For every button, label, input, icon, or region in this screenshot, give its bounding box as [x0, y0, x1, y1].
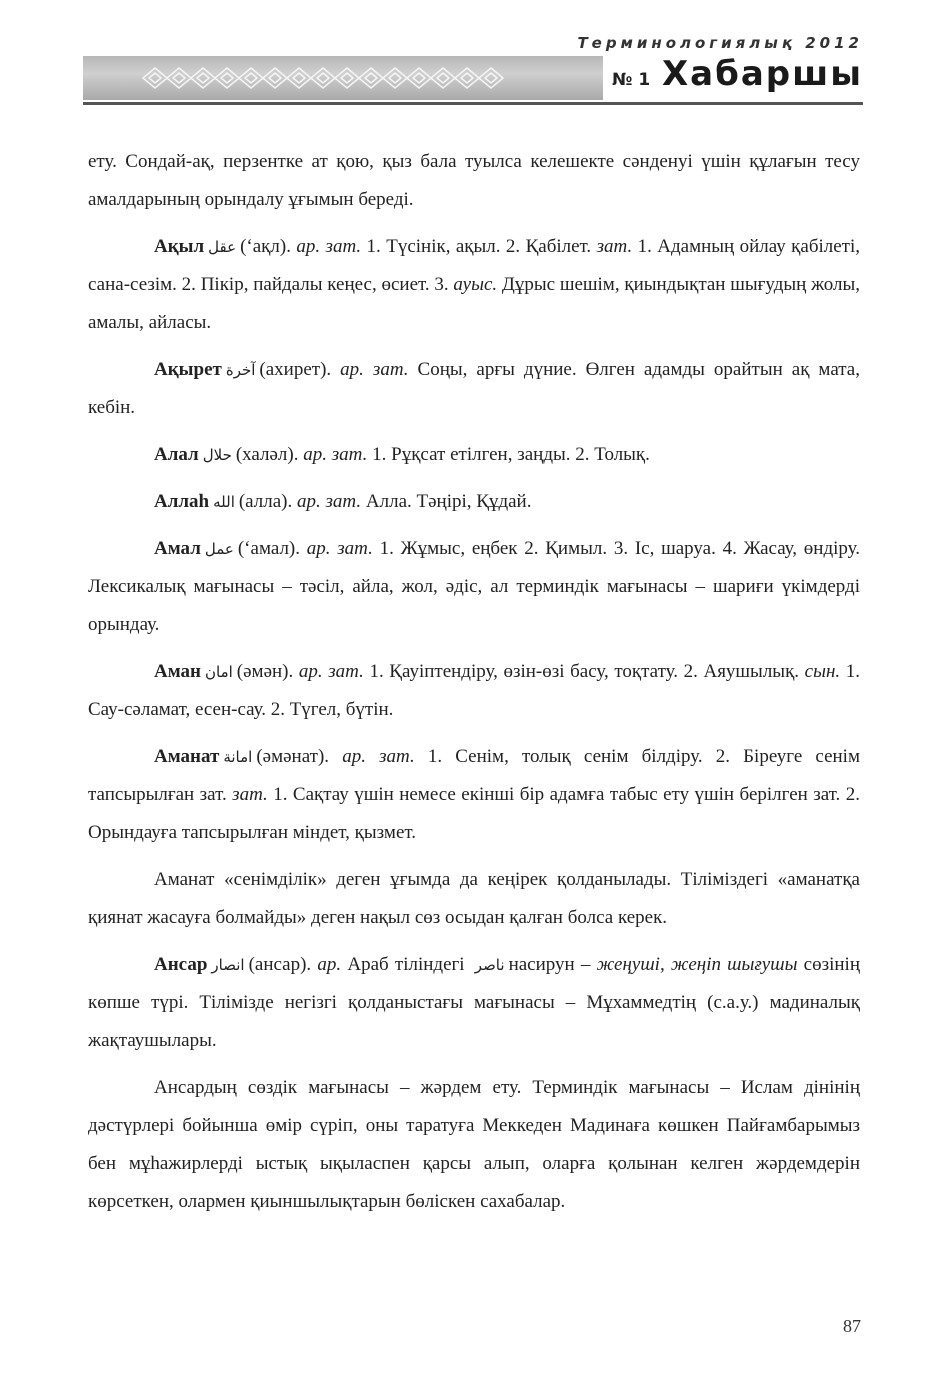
headword: Аллаһ	[154, 491, 210, 512]
paragraph-text: 1. Рұқсат етілген, заңды. 2. Толық.	[367, 444, 650, 465]
arabic-word: عمل	[204, 540, 234, 558]
paragraph-text: 1. Қауіптендіру, өзін-өзі басу, тоқтату. 2. Аяушылық.	[363, 661, 805, 682]
paragraph-text: (алла).	[238, 491, 298, 512]
paragraph-text: (ахирет).	[259, 359, 341, 380]
page-number: 87	[843, 1316, 861, 1336]
journal-name: Хабаршы	[661, 54, 863, 94]
grammar-note: жеңуші, жеңіп шығушы	[596, 954, 798, 975]
paragraph	[88, 653, 860, 729]
paragraph-text: 1. Адамның ойлау қабілеті, сана-сезім. 2. Пікір, пайдалы кеңес, өсиет. 3.	[88, 236, 861, 295]
arabic-word: امان	[204, 663, 233, 681]
grammar-note: ар. зат.	[303, 444, 368, 465]
headword: Ақыл	[154, 236, 205, 257]
arabic-word: امانة	[223, 748, 253, 766]
paragraph	[88, 483, 860, 521]
paragraph-text: 1. Жұмыс, еңбек 2. Қимыл. 3. Іс, шаруа. 4. Жасау, өндіру. Лексикалық мағынасы – тәсіл, айла, жол, әдіс, ал терминдік мағынасы – шариғи үкімдерді орындау.	[88, 538, 860, 635]
paragraph-text: ету. Сондай-ақ, перзентке ат қою, қыз бала туылса келешекте сәнденуі үшін құлағын тесу амалдарының орындалу ұғымын береді.	[88, 151, 860, 210]
grammar-note: зат.	[596, 236, 633, 257]
paragraph-text: насирун –	[508, 954, 597, 975]
grammar-note: ауыс.	[453, 274, 498, 295]
arabic-word: آخرة	[225, 361, 256, 379]
paragraph-text: 1. Сенім, толық сенім білдіру. 2. Біреуге сенім тапсырылған зат.	[88, 746, 860, 805]
header-rule	[83, 102, 863, 105]
paragraph-text: 1. Сақтау үшін немесе екінші бір адамға табыс ету үшін берілген зат. 2. Орындауға тапсырылған міндет, қызмет.	[88, 784, 860, 843]
paragraph-text: 1. Түсінік, ақыл. 2. Қабілет.	[361, 236, 597, 257]
grammar-note: ар. зат.	[342, 746, 415, 767]
arabic-word: عقل	[208, 238, 237, 256]
ornament-pattern	[83, 56, 603, 100]
grammar-note: ар. зат.	[306, 538, 373, 559]
arabic-word: الله	[213, 493, 235, 511]
paragraph-text: Аманат «сенімділік» деген ұғымда да кеңірек қолданылады. Тіліміздегі «аманатқа қиянат жасауға болмайды» деген нақыл сөз осыдан қалған болса керек.	[88, 869, 860, 928]
paragraph	[88, 228, 860, 342]
headword: Ансар	[154, 954, 208, 975]
grammar-note: ар.	[317, 954, 342, 975]
paragraph-text: Соңы, арғы дүние. Өлген адамды орайтын ақ мата, кебін.	[88, 359, 860, 418]
grammar-note: сын.	[804, 661, 841, 682]
grammar-note: ар. зат.	[296, 236, 362, 257]
ornament-band	[83, 56, 603, 100]
paragraph-text: Ансардың сөздік мағынасы – жәрдем ету. Терминдік мағынасы – Ислам дінінің дәстүрлері бойынша өмір сүріп, оны таратуға Меккеден Мадинаға көшкен Пайғамбарымыз бен мұһажирлерді ыстық ықыласпен қарсы алып, оларға қолынан келген жәрдемдерін көрсеткен, олармен қиыншылықтарын бөліскен сахабалар.	[88, 1077, 860, 1212]
paragraph	[88, 351, 860, 427]
issue-number: № 1	[612, 70, 651, 90]
paragraph	[88, 143, 860, 219]
headword: Амал	[154, 538, 201, 559]
arabic-word: انصار	[211, 956, 245, 974]
paragraph	[88, 738, 860, 852]
arabic-word: ناصر	[474, 956, 505, 974]
paragraph	[88, 436, 860, 474]
paragraph-text: Алла. Тәңірі, Құдай.	[361, 491, 532, 512]
paragraph	[88, 861, 860, 937]
paragraph	[88, 530, 860, 644]
page-header	[0, 0, 941, 120]
paragraph-text: Араб тіліндегі	[341, 954, 471, 975]
paragraph-text: 1. Сау-сәламат, есен-сау. 2. Түгел, бүтін.	[88, 661, 861, 720]
paragraph-text: (ансар).	[248, 954, 318, 975]
arabic-word: حلال	[202, 446, 232, 464]
paragraph-text: (халәл).	[235, 444, 304, 465]
paragraph	[88, 946, 860, 1060]
paragraph-text: (‘ақл).	[240, 236, 297, 257]
headword: Аманат	[154, 746, 220, 767]
article-body	[88, 143, 860, 1230]
headword: Ақырет	[154, 359, 222, 380]
paragraph-text: (‘амал).	[237, 538, 307, 559]
grammar-note: ар. зат.	[340, 359, 409, 380]
paragraph-text: сөзінің көпше түрі. Тілімізде негізгі қолданыстағы мағынасы – Мұхаммедтің (с.а.у.) мадиналық жақтаушылары.	[88, 954, 860, 1051]
paragraph-text: Дұрыс шешім, қиындықтан шығудың жолы, амалы, айласы.	[88, 274, 860, 333]
headword: Алал	[154, 444, 199, 465]
paragraph-text: (әмәнат).	[256, 746, 343, 767]
paragraph	[88, 1069, 860, 1221]
paragraph-text: (әмән).	[236, 661, 299, 682]
headword: Аман	[154, 661, 201, 682]
grammar-note: зат.	[232, 784, 268, 805]
grammar-note: ар. зат.	[297, 491, 362, 512]
grammar-note: ар. зат.	[298, 661, 364, 682]
journal-title: Терминологиялық 2012	[577, 34, 863, 52]
